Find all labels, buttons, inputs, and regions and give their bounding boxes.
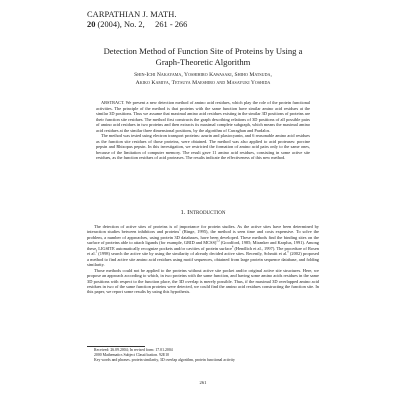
authors-line-1: Shin-Ichi Nakayama, Yoshihiro Kawasaki, Shiho Matsuda,: [134, 72, 272, 78]
citation-superscript: 2,3: [216, 239, 220, 243]
body-text-run: (Goodford, 1985; Miranker and Karplus, 1991). Among these, LIGSITE automatically recognize pockets and/or cavities of protein surface: [87, 240, 319, 251]
journal-name: CARPATHIAN J. MATH.: [87, 10, 177, 19]
body-text-run: (Hendlich et al., 1997). The procedure of Rosen et al.: [87, 245, 319, 257]
page-number: 261: [199, 380, 207, 385]
section-number: 1.: [180, 209, 186, 216]
journal-issue-details: (2004), No. 2, 261 - 266: [95, 20, 188, 29]
abstract-paragraph-2: The method was tested using electron transport proteins: azurin and plastocyanin, and 6 reasonable amino acid residues as the function site residues of those proteins, were obtained. The method was also applied to acid proteases: porcine pepsin and Rhizopus pepsin. In this investigation, we restricted the formation of amino acid pairs only to the same ones, because of the limitation of computer memory. The result gave 11 amino acid residues, consisting in some active site residues, as the function residues of acid proteases. The results indicate the effectiveness of this new method.: [96, 133, 310, 161]
paper-title-line-2: Graph-Theoretic Algorithm: [155, 56, 251, 67]
section-title: Introduction: [187, 209, 226, 216]
footnotes: [87, 348, 319, 363]
paper-title-line-1: Detection Method of Function Site of Proteins by Using a: [103, 46, 303, 56]
body-paragraph-1: [87, 224, 319, 268]
abstract-paragraph-1: ABSTRACT. We present a new detection method of amino acid residues, which play the role of the protein functional activities. The principle of the method is that proteins with the same function have similar amino acid residues at the similar 3D positions. Thus we assume that maximal amino acid residues existing in the similar 3D positions of proteins are their function site residues. The method first constructs the graph describing relations of 3D positions of all possible pairs of amino acid residues in two proteins and then extracts its maximal complete subgraph, which means the maximal amino acid residues at the similar three dimensional positions, by the algorithm of Carraghan and Pardalos.: [96, 100, 310, 133]
journal-volume: 20: [87, 20, 96, 29]
abstract: [96, 100, 310, 161]
paper-authors: [87, 71, 319, 88]
citation-superscript: 1: [179, 228, 181, 232]
footnote-keywords: Key words and phrases. protein similarity, 3D overlap algorithm, protein functional activity: [94, 358, 235, 363]
section-heading: [87, 209, 319, 217]
authors-line-2: Akiko Kamiya, Tetsuya Maeshiro and Masayuki Yoshida: [135, 80, 271, 87]
footnote-divider: [87, 346, 145, 347]
journal-header: [87, 10, 187, 30]
body-text-run: (1998) search the active site by using the similarity of already decided active sites. Recently, Schmitt et al.: [97, 251, 288, 257]
body-text: [87, 224, 319, 295]
citation-superscript: 4: [231, 245, 234, 249]
citation-superscript: 5: [95, 250, 97, 254]
body-paragraph-2: Those methods could not be applied to the proteins without active site pocket and/or original active site structures. Here, we propose an approach according to which, in two proteins with the same function, and having some amino acids residues in the same 3D positions with respect to the function place, the 3D overlap is merely possible. Thus, if the maximal 3D overlapped amino acid residues in two of the same function proteins were detected, we could find the amino acid residues constructing the function site. In this paper, we report some results by using this hypothesis.: [87, 267, 319, 295]
body-text-run: (2002) proposed a method to find active site amino acid residues using motif sequences, obtained from large protein sequence database, and folding similarity.: [87, 251, 320, 268]
citation-superscript: 6: [287, 250, 289, 254]
paper-title: [87, 46, 319, 67]
journal-issue: [87, 20, 187, 30]
footnote-received: Received: 26.09.2004; In revised form: 17.01.2004: [94, 348, 173, 352]
footnote-msc: 2000 Mathematics Subject Classification. 92E10: [94, 353, 170, 358]
body-text-run: The detection of active sites of proteins is of importance for protein studies. As the active sites have been determined by interaction studies between inhibitors and proteins: [87, 224, 319, 235]
body-text-run: (Ringe, 1995), the method is seen time and costs expensive. To solve the problem, a number of approaches, using protein 3D databases, have been developed. These methods find the binding sites on the surface of proteins able to attach ligands (for example, GRID and MCSS): [87, 229, 320, 246]
